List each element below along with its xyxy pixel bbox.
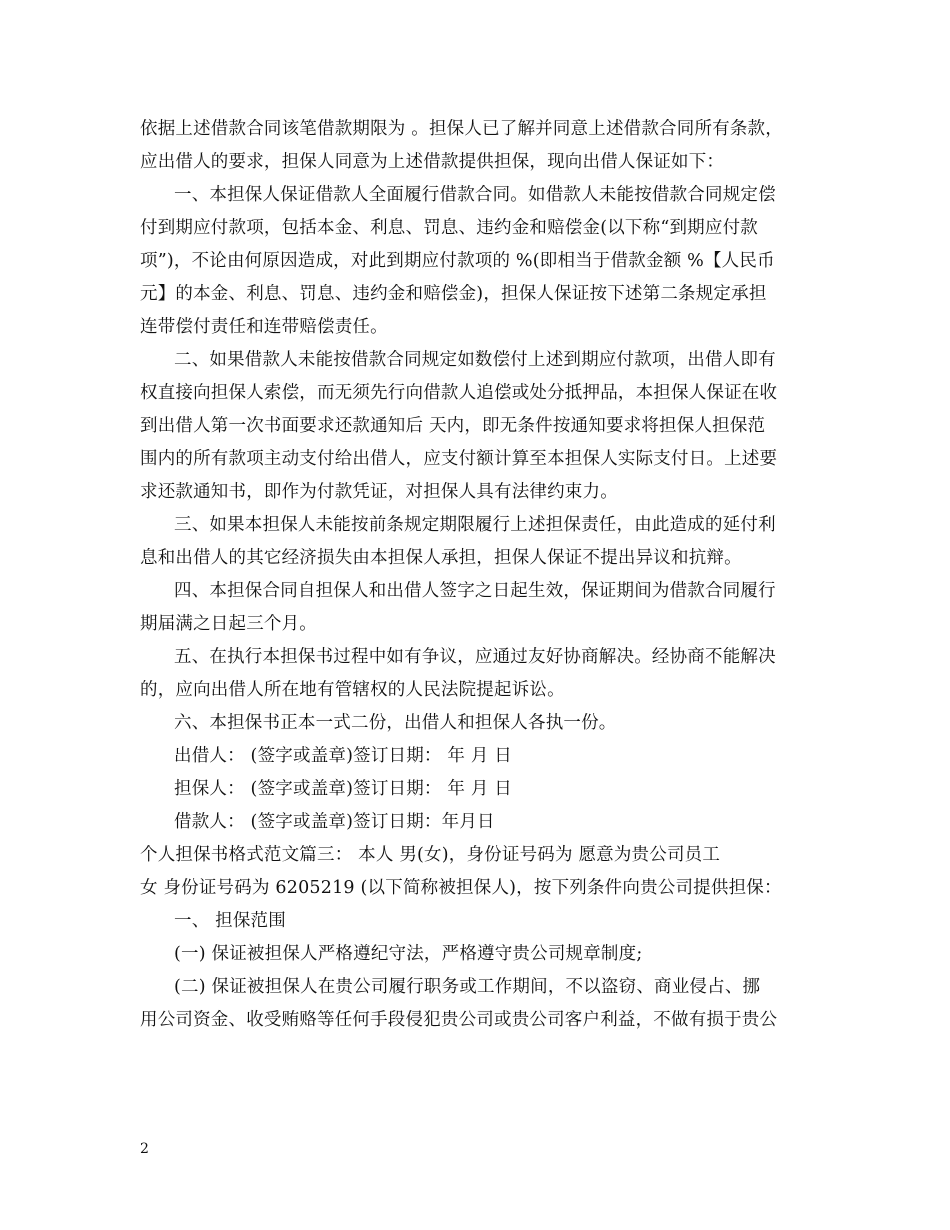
text-line: 依据上述借款合同该笔借款期限为 。担保人已了解并同意上述借款合同所有条款， — [140, 119, 783, 139]
text-line: 付到期应付款项，包括本金、利息、罚息、违约金和赔偿金(以下称“到期应付款 — [140, 218, 758, 238]
text-line: 项”)，不论由何原因造成，对此到期应付款项的 %(即相当于借款金额 %【人民币 — [140, 251, 775, 271]
text-line: (一) 保证被担保人严格遵纪守法，严格遵守贵公司规章制度; — [174, 944, 643, 964]
document-body — [140, 113, 840, 1037]
page-number: 2 — [140, 1141, 149, 1157]
text-line: 个人担保书格式范文篇三： 本人 男(女)，身份证号码为 愿意为贵公司员工 — [140, 845, 721, 865]
text-line: 期届满之日起三个月。 — [140, 614, 317, 634]
text-line: 围内的所有款项主动支付给出借人，应支付额计算至本担保人实际支付日。上述要 — [140, 449, 778, 469]
text-line: 女 身份证号码为 6205219 (以下简称被担保人)，按下列条件向贵公司提供担保： — [140, 878, 782, 898]
text-line: 一、 担保范围 — [174, 911, 286, 931]
text-line: 出借人： (签字或盖章)签订日期： 年 月 日 — [174, 746, 513, 766]
text-line: 担保人： (签字或盖章)签订日期： 年 月 日 — [174, 779, 513, 799]
text-line: 五、在执行本担保书过程中如有争议，应通过友好协商解决。经协商不能解决 — [174, 647, 776, 667]
text-line: 四、本担保合同自担保人和出借人签字之日起生效，保证期间为借款合同履行 — [174, 581, 776, 601]
text-line: 一、本担保人保证借款人全面履行借款合同。如借款人未能按借款合同规定偿 — [174, 185, 776, 205]
text-line: 用公司资金、收受贿赂等任何手段侵犯贵公司或贵公司客户利益，不做有损于贵公 — [140, 1010, 778, 1030]
text-line: 权直接向担保人索偿，而无须先行向借款人追偿或处分抵押品，本担保人保证在收 — [140, 383, 778, 403]
text-line: 息和出借人的其它经济损失由本担保人承担，担保人保证不提出异议和抗辩。 — [140, 548, 742, 568]
text-line: 应出借人的要求，担保人同意为上述借款提供担保，现向出借人保证如下： — [140, 152, 725, 172]
text-line: 到出借人第一次书面要求还款通知后 天内，即无条件按通知要求将担保人担保范 — [140, 416, 766, 436]
text-line: 的，应向出借人所在地有管辖权的人民法院提起诉讼。 — [140, 680, 565, 700]
text-line: 二、如果借款人未能按借款合同规定如数偿付上述到期应付款项，出借人即有 — [174, 350, 776, 370]
text-line: 求还款通知书，即作为付款凭证，对担保人具有法律约束力。 — [140, 482, 618, 502]
text-line: 借款人： (签字或盖章)签订日期：年月日 — [174, 812, 495, 832]
text-line: (二) 保证被担保人在贵公司履行职务或工作期间，不以盗窃、商业侵占、挪 — [174, 977, 761, 997]
text-line: 连带偿付责任和连带赔偿责任。 — [140, 317, 388, 337]
text-line: 三、如果本担保人未能按前条规定期限履行上述担保责任，由此造成的延付利 — [174, 515, 776, 535]
text-line: 六、本担保书正本一式二份，出借人和担保人各执一份。 — [174, 713, 617, 733]
text-line: 元】的本金、利息、罚息、违约金和赔偿金)，担保人保证按下述第二条规定承担 — [140, 284, 767, 304]
